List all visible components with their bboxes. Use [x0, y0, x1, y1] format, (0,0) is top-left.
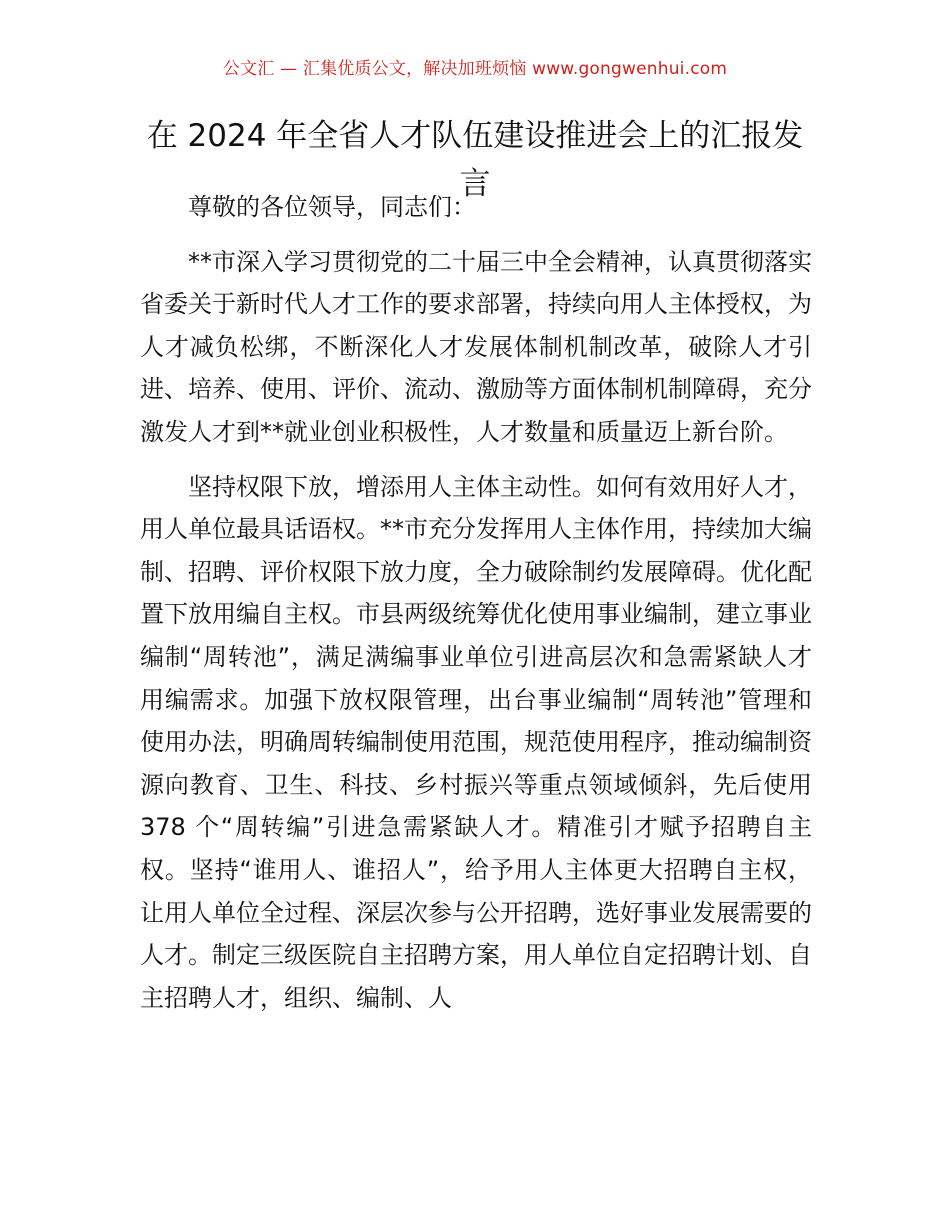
document-body [140, 186, 812, 1019]
header-banner: 公文汇 — 汇集优质公文，解决加班烦恼 www.gongwenhui.com [222, 59, 728, 79]
paragraph-decentralization: 坚持权限下放，增添用人主体主动性。如何有效用好人才，用人单位最具话语权。**市充分发挥用人主体作用，持续加大编制、招聘、评价权限下放力度，全力破除制约发展障碍。优化配置下放用编自主权。市县两级统筹优化使用事业编制，建立事业编制“周转池”，满足满编事业单位引进高层次和急需紧缺人才用编需求。加强下放权限管理，出台事业编制“周转池”管理和使用办法，明确周转编制使用范围，规范使用程序，推动编制资源向教育、卫生、科技、乡村振兴等重点领域倾斜，先后使用 378 个“周转编”引进急需紧缺人才。精准引才赋予招聘自主权。坚持“谁用人、谁招人”，给予用人主体更大招聘自主权，让用人单位全过程、深层次参与公开招聘，选好事业发展需要的人才。制定三级医院自主招聘方案，用人单位自定招聘计划、自主招聘人才，组织、编制、人 [140, 472, 812, 1012]
salutation: 尊敬的各位领导，同志们： [188, 193, 476, 221]
document-title: 在 2024 年全省人才队伍建设推进会上的汇报发言 [146, 118, 804, 202]
paragraph-intro: **市深入学习贯彻党的二十届三中全会精神，认真贯彻落实省委关于新时代人才工作的要求部署，持续向用人主体授权，为人才减负松绑，不断深化人才发展体制机制改革，破除人才引进、培养、使用、评价、流动、激励等方面体制机制障碍，充分激发人才到**就业创业积极性，人才数量和质量迈上新台阶。 [140, 247, 812, 446]
